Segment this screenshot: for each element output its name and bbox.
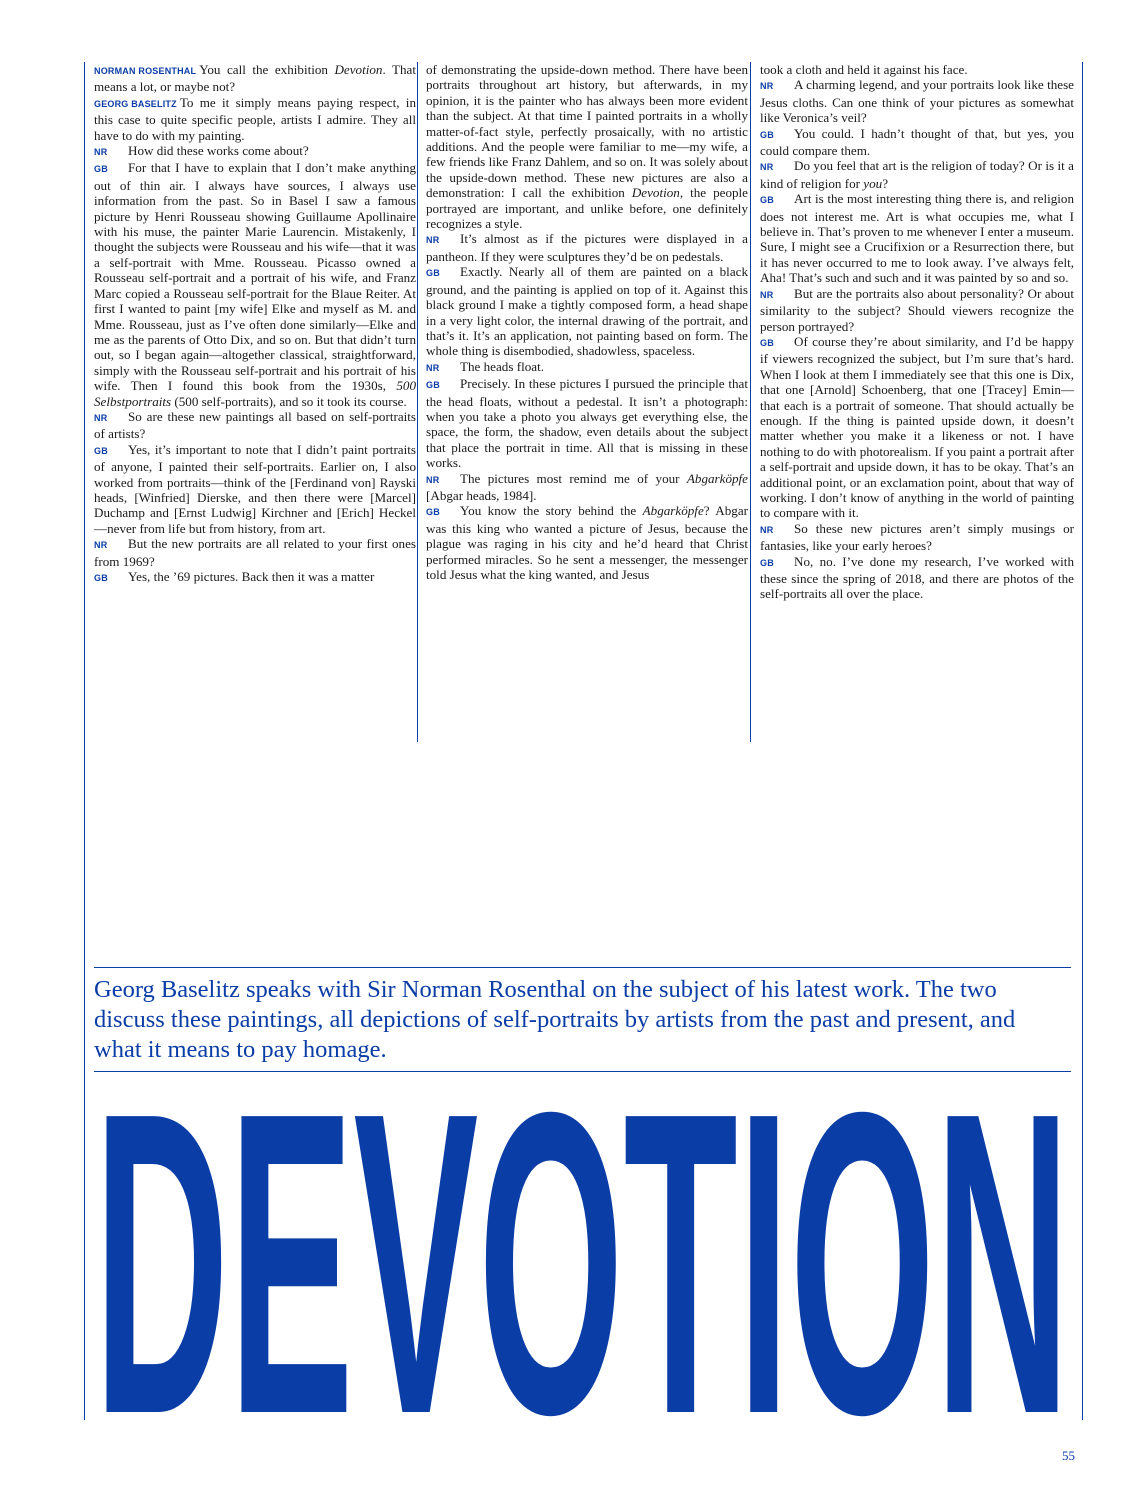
- italic-title: 500 Selbstportraits: [94, 378, 416, 409]
- italic-title: Abgarköpfe: [642, 503, 704, 519]
- italic-title: you: [863, 175, 883, 191]
- lead-paragraph: Georg Baselitz speaks with Sir Norman Rosenthal on the subject of his latest work. The two discuss these paintings, all depictions of self-portraits by artists from the past and present, and what it means to pay homage.: [94, 976, 1016, 1063]
- text-run: ?: [882, 175, 888, 191]
- text-run: of demonstrating the upside-down method. There have been portraits throughout art history, but afterwards, in my opinion, it is the painter who has always been more evident than the subject. At that time I painted portraits in a wholly matter-of-fact style, perfectly prosaically, with no artistic additions. And the people were familiar to me—my wife, a few friends like Franz Dahlem, and so on. It was solely about the upside-down method. These new pictures are also a demonstration: I call the exhibition: [426, 62, 748, 201]
- text-run: [Abgar heads, 1984].: [426, 487, 537, 503]
- speaker-label: GB: [94, 573, 108, 583]
- text-run: Art is the most interesting thing there is, and religion does not interest me. Art is what occupies me, what I believe in. That’s proven to me whenever I enter a museum. Sure, I might see a Crucifixion or a Resurrection there, but it has never occurred to me to look away. I’ve always felt, Aha! That’s such and such and it was painted by so and so.: [760, 191, 1074, 286]
- text-run: Do you feel that art is the religion of today? Or is it a kind of religion for: [760, 158, 1074, 191]
- text-run: You know the story behind the: [460, 503, 643, 519]
- speaker-label: NR: [426, 362, 440, 373]
- speaker-label: GB: [760, 195, 774, 206]
- text-run: You could. I hadn’t thought of that, but yes, you could compare them.: [760, 125, 1074, 159]
- speaker-label: NR: [94, 147, 108, 158]
- text-run: . That means a lot, or maybe not?: [94, 62, 416, 95]
- text-run: So are these new paintings all based on self-portraits of artists?: [94, 408, 416, 442]
- text-run: (500 self-portraits), and so it took its course.: [171, 393, 407, 409]
- text-run: Of course they’re about similarity, and I’d be happy if viewers recognized the subject, but I’m sure that’s hard. When I look at them I immediately see that this one is Dix, that one [Arnold] Schoenberg, that one [Tracey] Emin—that each is a portrait of someone. That should actually be enough. If the thing is painted upside down, it doesn’t matter whether you make it a likeness or not. I have nothing to do with photorealism. If you paint a portrait after a self-portrait and upside down, it has to be okay. That’s an additional point, or an exclamation point, about that way of working. I don’t know of anything in the world of painting to compare with it.: [760, 333, 1074, 521]
- text-run: Yes, the ’69 pictures. Back then it was a matter: [128, 569, 375, 584]
- italic-title: Devotion: [631, 185, 680, 201]
- text-run: The heads float.: [460, 358, 544, 374]
- speaker-label: NR: [426, 235, 440, 246]
- text-run: You call the exhibition: [199, 62, 335, 77]
- speaker-label: NR: [426, 474, 440, 485]
- text-run: , the people portrayed are important, and unlike before, one definitely recognizes a style.: [426, 185, 748, 232]
- speaker-label: GB: [760, 337, 774, 348]
- speaker-label: NR: [760, 81, 774, 92]
- text-run: But the new portraits are all related to your first ones from 1969?: [94, 536, 416, 569]
- speaker-label: NR: [760, 524, 774, 535]
- text-run: A charming legend, and your portraits look like these Jesus cloths. Can one think of your pictures as somewhat like Veronica’s veil?: [760, 77, 1074, 126]
- text-run: Precisely. In these pictures I pursued the principle that the head floats, without a pedestal. It isn’t a photograph: when you take a photo you always get everything else, the space, the form, the shadow, even details about the subject that place the portrait in time. All that is missing in these works.: [426, 376, 748, 471]
- speaker-label: GB: [426, 380, 440, 391]
- text-run: For that I have to explain that I don’t make anything out of thin air. I always have sources, I always use information from the past. So in Basel I saw a famous picture by Henri Rousseau showing Guillaume Apollinaire with his muse, the painter Marie Laurencin. Mistakenly, I thought the subjects were Rousseau and his wife—that it was a self-portrait with Mme. Rousseau. Picasso owned a Rousseau self-portrait and a portrait of his wife, and Franz Marc copied a Rousseau self-portrait for the Blaue Reiter. At first I wanted to paint [my wife] Elke and myself as M. and Mme. Rousseau, just as I’ve often done similarly—Elke and me as the parents of Otto Dix, and so on. But that didn’t turn out, so I began again—altogether classical, straightforward, simply with the Rousseau self-portrait and his portrait of his wife. Then I found this book from the 1930s,: [94, 160, 416, 394]
- title-text: DEVOTION: [94, 1024, 1070, 1495]
- speaker-label: GB: [94, 164, 108, 175]
- speaker-label: GEORG BASELITZ: [94, 98, 177, 109]
- text-run: No, no. I’ve done my research, I’ve worked with these since the spring of 2018, and there are photos of the self-portraits all over the place.: [760, 553, 1074, 602]
- speaker-label: NORMAN ROSENTHAL: [94, 66, 197, 76]
- italic-title: Abgarköpfe: [686, 470, 748, 486]
- text-run: To me it simply means paying respect, in this case to quite specific people, artists I admire. They all have to do with my painting.: [94, 94, 416, 143]
- italic-title: Devotion: [334, 62, 383, 77]
- text-run: Yes, it’s important to note that I didn’t paint portraits of anyone, I painted their self-portraits. Earlier on, I also worked from portraits—think of the [Ferdinand von] Rayski heads, [Winfried] Dierske, and then there were [Marcel] Duchamp and [Ernst Ludwig] Kirchner and [Erich] Heckel—never from life but from history, from art.: [94, 441, 416, 536]
- text-run: So these new pictures aren’t simply musings or fantasies, like your early heroes?: [760, 520, 1074, 554]
- text-run: Exactly. Nearly all of them are painted on a black ground, and the painting is applied on top of it. Against this black ground I make a tightly composed form, a head shape in a very light color, the internal drawing of the portrait, and that’s it. It’s an application, not painting based on form. The whole thing is disembodied, shadowless, spaceless.: [426, 264, 748, 359]
- text-run: The pictures most remind me of your: [460, 470, 687, 486]
- speaker-label: NR: [94, 540, 108, 551]
- speaker-label: GB: [426, 268, 440, 279]
- page-number: 55: [1062, 1448, 1075, 1463]
- speaker-label: NR: [94, 412, 108, 423]
- speaker-label: GB: [760, 129, 774, 140]
- speaker-label: GB: [760, 557, 774, 568]
- text-run: ? Abgar was this king who wanted a picture of Jesus, because the plague was raging in his city and he’d heard that Christ performed miracles. So he sent a messenger, the messenger told Jesus what the king wanted, and Jesus: [426, 503, 748, 582]
- text-run: How did these works come about?: [128, 143, 309, 159]
- speaker-label: GB: [426, 507, 440, 518]
- speaker-label: NR: [760, 289, 774, 300]
- text-run: It’s almost as if the pictures were displayed in a pantheon. If they were sculptures they’d be on pedestals.: [426, 231, 748, 264]
- speaker-label: GB: [94, 445, 108, 456]
- speaker-label: NR: [760, 162, 774, 173]
- text-run: But are the portraits also about personality? Or about similarity to the subject? Should viewers recognize the person portrayed?: [760, 285, 1074, 334]
- text-run: took a cloth and held it against his face.: [760, 62, 968, 77]
